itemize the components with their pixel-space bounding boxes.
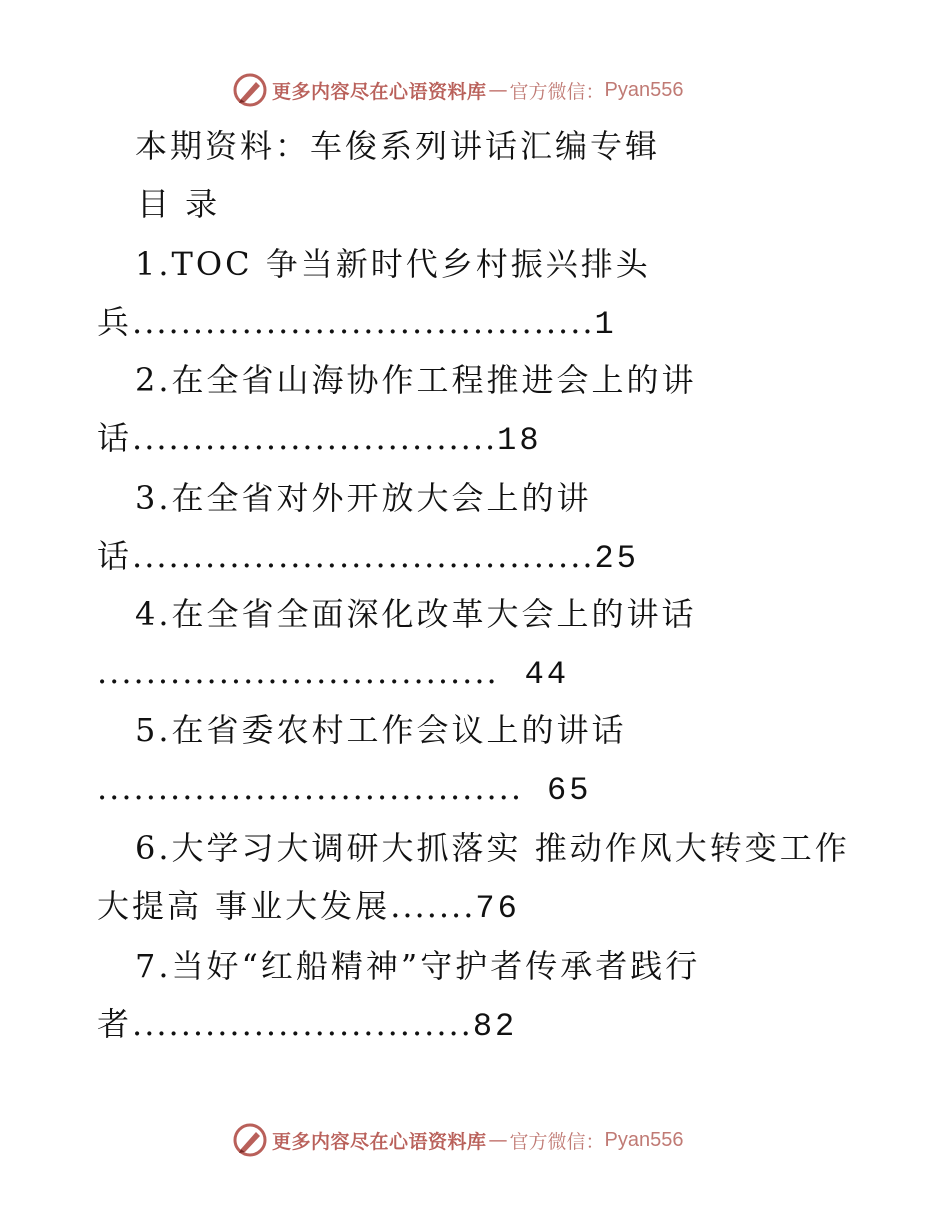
toc-entry-title-cont: 话 xyxy=(97,537,133,575)
pen-logo-icon xyxy=(232,1122,268,1158)
toc-entry-title-cont: 话 xyxy=(97,419,133,457)
toc-entry-title-cont: 者 xyxy=(97,1005,133,1043)
toc-dot-leader: ...................................... xyxy=(132,537,595,575)
watermark-handle: Pyan556 xyxy=(604,78,684,101)
watermark-label: 官方微信： xyxy=(509,1130,605,1153)
toc-heading: 目 录 xyxy=(137,185,221,223)
toc-page-number: 76 xyxy=(475,890,520,927)
toc-page-number: 82 xyxy=(472,1008,518,1045)
toc-dot-leader: ...................................... xyxy=(132,303,595,341)
toc-page-number: 44 xyxy=(524,656,570,693)
toc-dot-leader: .............................. xyxy=(132,419,498,457)
toc-dot-leader: ................................... xyxy=(97,769,524,807)
toc-entry-leader xyxy=(97,418,542,461)
toc-entry-title: 7.当好“红船精神”守护者传承者践行 xyxy=(135,947,701,985)
toc-entry-leader xyxy=(97,1004,517,1047)
toc-entry-title: 2.在全省山海协作工程推进会上的讲 xyxy=(135,361,697,399)
toc-entry-leader xyxy=(97,652,569,695)
toc-page-number: 65 xyxy=(547,772,592,809)
toc-entry-leader xyxy=(97,536,639,579)
toc-entry-title: 4.在全省全面深化改革大会上的讲话 xyxy=(135,595,697,633)
watermark-label: 官方微信： xyxy=(509,80,605,103)
watermark-site: 更多内容尽在心语资料库 xyxy=(272,80,487,103)
document-title: 本期资料：车俊系列讲话汇编专辑 xyxy=(135,127,661,165)
toc-page-number: 18 xyxy=(497,422,542,459)
watermark-separator: — xyxy=(488,79,508,101)
pen-logo-icon xyxy=(232,72,268,108)
watermark-banner-bottom xyxy=(232,1120,684,1160)
toc-entry-title-cont: 兵 xyxy=(97,303,133,341)
toc-entry-leader xyxy=(97,886,520,929)
toc-entry-title: 3.在全省对外开放大会上的讲 xyxy=(135,479,592,517)
watermark-site: 更多内容尽在心语资料库 xyxy=(272,1130,487,1153)
toc-page-number: 1 xyxy=(594,306,617,343)
watermark-separator: — xyxy=(488,1129,508,1151)
toc-page-number: 25 xyxy=(594,540,639,577)
toc-dot-leader: ............................ xyxy=(132,1005,473,1043)
toc-entry-leader xyxy=(97,302,617,345)
toc-entry-leader xyxy=(97,768,591,811)
toc-entry-title: 1.TOC 争当新时代乡村振兴排头 xyxy=(135,245,651,283)
watermark-banner-top xyxy=(232,70,684,110)
toc-dot-leader: ................................. xyxy=(97,653,499,691)
watermark-handle: Pyan556 xyxy=(604,1128,684,1151)
toc-dot-leader: ....... xyxy=(390,887,476,925)
toc-entry-title-cont: 大提高 事业大发展 xyxy=(97,887,391,925)
toc-entry-title: 6.大学习大调研大抓落实 推动作风大转变工作 xyxy=(135,829,850,867)
toc-entry-title: 5.在省委农村工作会议上的讲话 xyxy=(135,711,627,749)
